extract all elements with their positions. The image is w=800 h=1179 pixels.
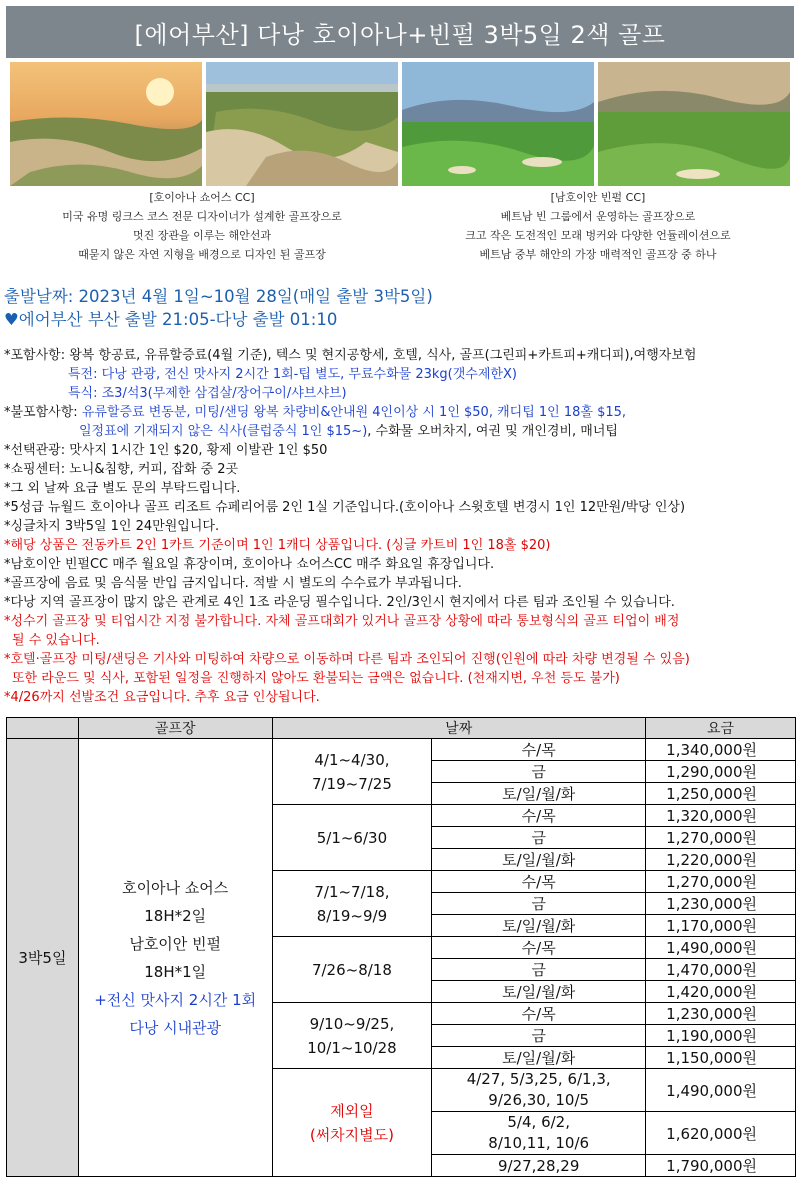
- note-line: *4/26까지 선발조건 요금입니다. 추후 요금 인상됩니다.: [4, 690, 320, 705]
- day-cell: 수/목: [432, 871, 646, 893]
- day-cell: 토/일/월/화: [432, 915, 646, 937]
- date-line: 4/1~4/30,: [314, 750, 390, 769]
- caption-line: [남호이안 빈펄 CC]: [550, 191, 646, 204]
- fee-cell: 1,170,000원: [646, 915, 796, 937]
- note-line: *골프장에 음료 및 음식물 반입 금지입니다. 적발 시 별도의 수수료가 부과됩니다.: [4, 576, 462, 591]
- header-course: 골프장: [78, 718, 272, 739]
- table-header-row: [7, 718, 796, 739]
- date-line: 7/1~7/18,: [314, 882, 390, 901]
- course-cell: [78, 739, 272, 1177]
- golf-green-mountain-photo: [402, 62, 594, 186]
- date-cell: [272, 1003, 432, 1069]
- exclusion-label-cell: [272, 1069, 432, 1177]
- day-cell: 토/일/월/화: [432, 849, 646, 871]
- date-line: 7/26~8/18: [311, 960, 392, 979]
- date-cell: [272, 937, 432, 1003]
- note-line: *성수기 골프장 및 티업시간 지정 불가합니다. 자체 골프대회가 있거나 골프장 상황에 따라 통보형식의 골프 티업이 배정: [4, 614, 680, 629]
- day-cell: 수/목: [432, 937, 646, 959]
- caption-line: 때묻지 않은 자연 지형을 배경으로 디자인 된 골프장: [78, 248, 326, 261]
- golf-links-bunker-photo: [206, 62, 398, 186]
- date-line: 9/26,30, 10/5: [488, 1091, 590, 1109]
- date-line: 8/19~9/9: [316, 906, 388, 925]
- note-line: *5성급 뉴월드 호이아나 골프 리조트 슈페리어룸 2인 1실 기준입니다.(호이아나 스윗호텔 변경시 1인 12만원/박당 인상): [4, 500, 686, 515]
- caption-line: 베트남 빈 그룹에서 운영하는 골프장으로: [500, 210, 696, 223]
- golf-fairway-resort-photo: [598, 62, 790, 186]
- exclusion-date-cell: [432, 1069, 646, 1112]
- hoiana-caption: [6, 188, 398, 264]
- date-line: 5/4, 6/2,: [507, 1113, 570, 1131]
- day-cell: 수/목: [432, 739, 646, 761]
- note-line: *선택관광: 맛사지 1시간 1인 $20, 황제 이발관 1인 $50: [4, 443, 328, 458]
- fee-cell: 1,790,000원: [646, 1155, 796, 1177]
- course-line: 다낭 시내관광: [129, 1018, 222, 1037]
- date-cell: [272, 871, 432, 937]
- notes-block: [4, 346, 796, 707]
- fee-cell: 1,270,000원: [646, 871, 796, 893]
- fee-cell: 1,220,000원: [646, 849, 796, 871]
- caption-line: 미국 유명 링크스 코스 전문 디자이너가 설계한 골프장으로: [62, 210, 342, 223]
- day-cell: 수/목: [432, 805, 646, 827]
- fee-cell: 1,320,000원: [646, 805, 796, 827]
- caption-line: 멋진 장관을 이루는 해안선과: [132, 229, 271, 242]
- exclusion-date-cell: [432, 1155, 646, 1177]
- note-line: *불포함사항: 유류할증료 변동분, 미팅/샌딩 왕복 차량비&안내원 4인이상 시 1인 $50, 캐디팁 1인 18홀 $15,: [4, 405, 627, 420]
- note-line: 특식: 조3/석3(무제한 삼겹살/장어구이/샤브샤브): [68, 386, 347, 401]
- date-line: 10/1~10/28: [307, 1038, 397, 1057]
- price-table: [6, 717, 796, 1177]
- fee-cell: 1,270,000원: [646, 827, 796, 849]
- date-line: 9/10~9/25,: [309, 1014, 395, 1033]
- day-cell: 금: [432, 1025, 646, 1047]
- course-line: +전신 맛사지 2시간 1회: [94, 990, 257, 1009]
- exclusion-date-cell: [432, 1112, 646, 1155]
- table-row: [7, 739, 796, 761]
- caption-line: 베트남 중부 해안의 가장 매력적인 골프장 중 하나: [479, 248, 717, 261]
- note-line: *포함사항: 왕복 항공료, 유류할증료(4월 기준), 텍스 및 현지공항세, 호텔, 식사, 골프(그린피+카트피+캐디피),여행자보험: [4, 348, 697, 363]
- header-fee: 요금: [646, 718, 796, 739]
- note-line: 또한 라운드 및 식사, 포함된 일정을 진행하지 않아도 환불되는 금액은 없습니다. (천재지변, 우천 등도 불가): [12, 671, 620, 686]
- fee-cell: 1,190,000원: [646, 1025, 796, 1047]
- note-highlight: 유류할증료 변동분, 미팅/샌딩 왕복 차량비&안내원 4인이상 시 1인 $50, 캐디팁 1인 18홀 $15,: [81, 405, 627, 420]
- fee-cell: 1,620,000원: [646, 1112, 796, 1155]
- course-line: 호이아나 쇼어스: [122, 878, 229, 897]
- date-line: 9/27,28,29: [497, 1156, 580, 1175]
- date-line: 5/1~6/30: [316, 828, 388, 847]
- fee-cell: 1,420,000원: [646, 981, 796, 1003]
- note-line: 될 수 있습니다.: [12, 633, 100, 648]
- header-blank: [7, 718, 79, 739]
- day-cell: 금: [432, 959, 646, 981]
- day-cell: 금: [432, 893, 646, 915]
- date-line: 4/27, 5/3,25, 6/1,3,: [466, 1070, 611, 1088]
- golf-course-sunset-photo: [10, 62, 202, 186]
- date-cell: [272, 805, 432, 871]
- course-line: 남호이안 빈펄: [129, 934, 222, 953]
- fee-cell: 1,470,000원: [646, 959, 796, 981]
- note-line: *다낭 지역 골프장이 많지 않은 관계로 4인 1조 라운딩 필수입니다. 2인/3인시 현지에서 다른 팀과 조인될 수 있습니다.: [4, 595, 675, 610]
- date-cell: [272, 739, 432, 805]
- fee-cell: 1,230,000원: [646, 1003, 796, 1025]
- exclusion-label-line: 제외일: [330, 1101, 374, 1120]
- fee-cell: 1,490,000원: [646, 1069, 796, 1112]
- day-cell: 수/목: [432, 1003, 646, 1025]
- note-line: *호텔·골프장 미팅/샌딩은 기사와 미팅하여 차량으로 이동하며 다른 팀과 조인되어 진행(인원에 따라 차량 변경될 수 있음): [4, 652, 690, 667]
- exclusion-label-line: (써차지별도): [309, 1125, 394, 1144]
- day-cell: 토/일/월/화: [432, 1047, 646, 1069]
- note-line: *해당 상품은 전동카트 2인 1카트 기준이며 1인 1캐디 상품입니다. (싱글 카트비 1인 18홀 $20): [4, 538, 551, 553]
- day-cell: 금: [432, 827, 646, 849]
- course-line: 18H*2일: [144, 906, 207, 925]
- note-line: *싱글차지 3박5일 1인 24만원입니다.: [4, 519, 220, 534]
- date-line: 7/19~7/25: [311, 774, 392, 793]
- fee-cell: 1,490,000원: [646, 937, 796, 959]
- note-line: 특전: 다낭 관광, 전신 맛사지 2시간 1회-팁 별도, 무료수화물 23kg(갯수제한X): [68, 367, 517, 382]
- day-cell: 토/일/월/화: [432, 783, 646, 805]
- period-cell: 3박5일: [7, 739, 79, 1177]
- departure-date: 출발날짜: 2023년 4월 1일~10월 28일(매일 출발 3박5일): [4, 287, 433, 306]
- day-cell: 금: [432, 761, 646, 783]
- page-title: [에어부산] 다낭 호이아나+빈펄 3박5일 2색 골프: [6, 6, 794, 58]
- fee-cell: 1,150,000원: [646, 1047, 796, 1069]
- course-line: 18H*1일: [144, 962, 207, 981]
- note-line: *남호이안 빈펄CC 매주 월요일 휴장이며, 호이아나 쇼어스CC 매주 화요일 휴장입니다.: [4, 557, 495, 572]
- note-line: *그 외 날짜 요금 별도 문의 부탁드립니다.: [4, 481, 241, 496]
- fee-cell: 1,250,000원: [646, 783, 796, 805]
- vinpearl-caption: [402, 188, 794, 264]
- date-line: 8/10,11, 10/6: [488, 1134, 590, 1152]
- fee-cell: 1,230,000원: [646, 893, 796, 915]
- note-line: [4, 422, 796, 441]
- caption-line: [호이아나 쇼어스 CC]: [149, 191, 255, 204]
- note-highlight: 일정표에 기재되지 않은 식사(클럽중식 1인 $15~): [79, 424, 368, 439]
- note-rest: , 수화물 오버차지, 여권 및 개인경비, 매너팁: [367, 424, 618, 439]
- header-date: 날짜: [272, 718, 646, 739]
- day-cell: 토/일/월/화: [432, 981, 646, 1003]
- fee-cell: 1,290,000원: [646, 761, 796, 783]
- note-line: *쇼핑센터: 노니&침향, 커피, 잡화 중 2곳: [4, 462, 239, 477]
- caption-line: 크고 작은 도전적인 모래 벙커와 다양한 언듈레이션으로: [465, 229, 731, 242]
- departure-flight: ♥에어부산 부산 출발 21:05-다낭 출발 01:10: [4, 310, 338, 329]
- fee-cell: 1,340,000원: [646, 739, 796, 761]
